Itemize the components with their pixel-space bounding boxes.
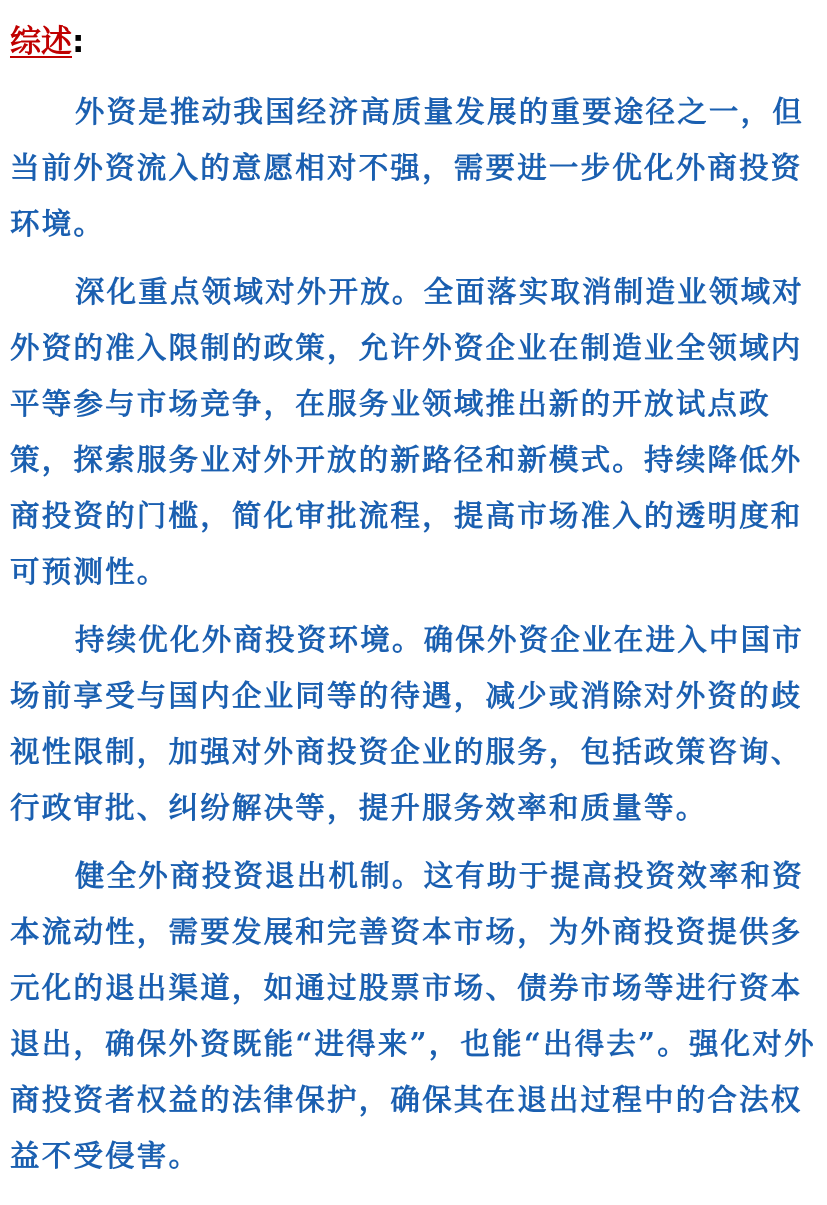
paragraph-exit-mechanism: 健全外商投资退出机制。这有助于提高投资效率和资本流动性，需要发展和完善资本市场，为外商投资提供多元化的退出渠道，如通过股票市场、债券市场等进行资本退出，确保外资既能“进得来”，也能“出得去”。强化对外商投资者权益的法律保护，确保其在退出过程中的合法权益不受侵害。 xyxy=(10,858,816,1173)
paragraph-opening-up: 深化重点领域对外开放。全面落实取消制造业领域对外资的准入限制的政策，允许外资企业在制造业全领域内平等参与市场竞争，在服务业领域推出新的开放试点政策，探索服务业对外开放的新路径和新模式。持续降低外商投资的门槛，简化审批流程，提高市场准入的透明度和可预测性。 xyxy=(10,274,804,589)
paragraph-environment: 持续优化外商投资环境。确保外资企业在进入中国市场前享受与国内企业同等的待遇，减少或消除对外资的歧视性限制，加强对外商投资企业的服务，包括政策咨询、行政审批、纠纷解决等，提升服务效率和质量等。 xyxy=(10,622,804,825)
paragraph-intro: 外资是推动我国经济高质量发展的重要途径之一，但当前外资流入的意愿相对不强，需要进一步优化外商投资环境。 xyxy=(10,94,804,241)
section-heading xyxy=(10,22,819,62)
section-title: 综述 xyxy=(10,24,72,60)
section-title-colon: : xyxy=(72,24,85,60)
